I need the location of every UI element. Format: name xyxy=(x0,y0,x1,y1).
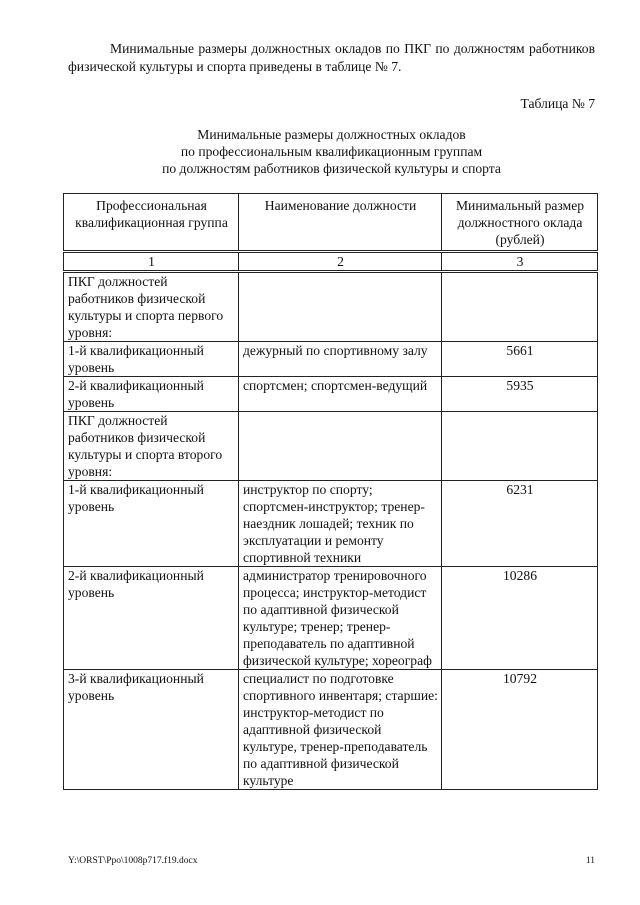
position-cell: дежурный по спортивному залу xyxy=(239,342,442,377)
column-number-row xyxy=(64,252,598,272)
caption-line-1: Минимальные размеры должностных окладов xyxy=(197,127,466,142)
header-group: Профессиональная квалификационная группа xyxy=(64,194,239,252)
intro-paragraph: Минимальные размеры должностных окладов по ПКГ по должностям работников физической культуры и спорта приведены в таблице № 7. xyxy=(68,41,595,74)
header-position: Наименование должности xyxy=(239,194,442,252)
header-salary: Минимальный размер должностного оклада (рублей) xyxy=(442,194,598,252)
position-cell: специалист по подготовке спортивного инвентаря; старшие: инструктор-методист по адаптивной физической культуре, тренер-преподаватель по адаптивной физической культуре xyxy=(239,670,442,790)
table-row xyxy=(64,670,598,790)
table-number-label: Таблица № 7 xyxy=(520,96,595,111)
table-row xyxy=(64,377,598,412)
group-cell: 3-й квалификационный уровень xyxy=(64,670,239,790)
group-cell: ПКГ должностей работников физической культуры и спорта второго уровня: xyxy=(64,412,239,481)
table-row xyxy=(64,412,598,481)
group-cell: 1-й квалификационный уровень xyxy=(64,481,239,567)
column-number: 2 xyxy=(239,252,442,272)
group-cell: ПКГ должностей работников физической культуры и спорта первого уровня: xyxy=(64,272,239,342)
caption-line-2: по профессиональным квалификационным группам xyxy=(180,144,483,159)
group-cell: 1-й квалификационный уровень xyxy=(64,342,239,377)
salary-cell: 10792 xyxy=(442,670,598,790)
salary-cell: 10286 xyxy=(442,567,598,670)
position-cell: спортсмен; спортсмен-ведущий xyxy=(239,377,442,412)
group-cell: 2-й квалификационный уровень xyxy=(64,567,239,670)
table-caption xyxy=(68,126,595,177)
table-row xyxy=(64,567,598,670)
position-cell: администратор тренировочного процесса; инструктор-методист по адаптивной физической культуре; тренер; тренер-преподаватель по адаптивной физической культуре; хореограф xyxy=(239,567,442,670)
footer-page-number: 11 xyxy=(585,856,595,866)
salary-cell: 5661 xyxy=(442,342,598,377)
table-header-row xyxy=(64,194,598,252)
position-cell xyxy=(239,272,442,342)
position-cell xyxy=(239,412,442,481)
position-cell: инструктор по спорту; спортсмен-инструктор; тренер-наездник лошадей; техник по эксплуатации и ремонту спортивной техники xyxy=(239,481,442,567)
caption-line-3: по должностям работников физической культуры и спорта xyxy=(162,161,501,176)
footer-file-path: Y:\ORST\Ppo\1008p717.f19.docx xyxy=(68,856,198,866)
column-number: 1 xyxy=(64,252,239,272)
salary-cell xyxy=(442,412,598,481)
salary-table xyxy=(63,193,598,790)
table-row xyxy=(64,481,598,567)
salary-cell xyxy=(442,272,598,342)
salary-cell: 6231 xyxy=(442,481,598,567)
group-cell: 2-й квалификационный уровень xyxy=(64,377,239,412)
table-row xyxy=(64,342,598,377)
salary-cell: 5935 xyxy=(442,377,598,412)
table-row xyxy=(64,272,598,342)
column-number: 3 xyxy=(442,252,598,272)
